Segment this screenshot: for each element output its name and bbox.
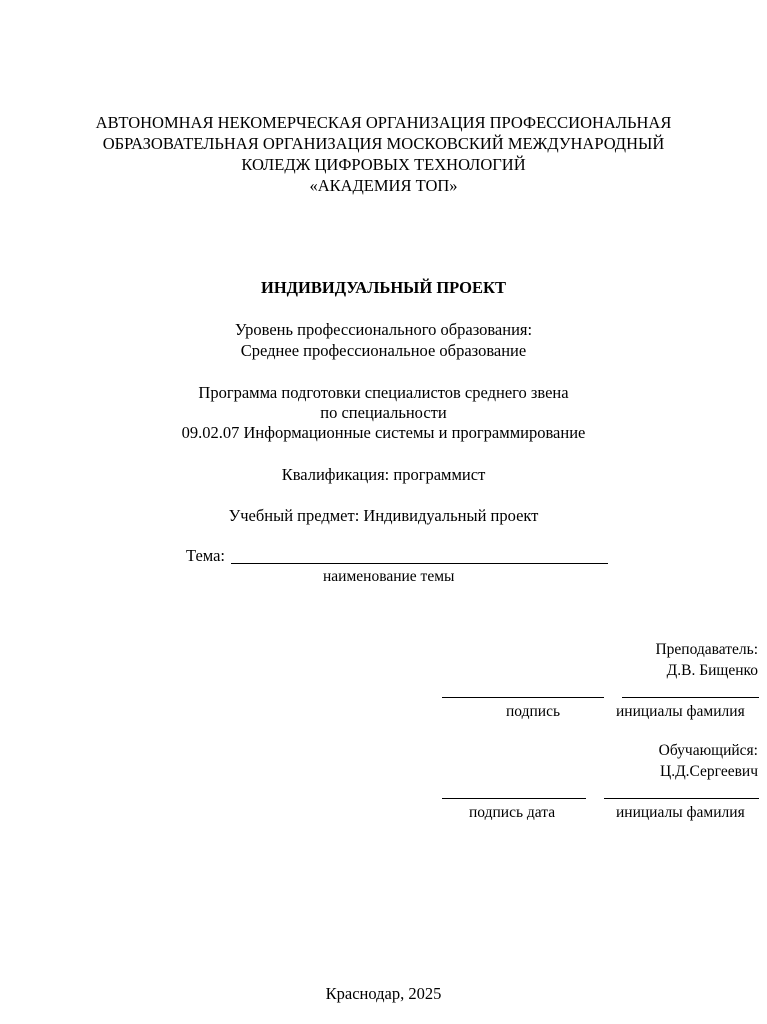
student-signature-line xyxy=(442,798,586,799)
level-label: Уровень профессионального образования: xyxy=(234,320,533,339)
teacher-signature-caption: подпись xyxy=(506,703,561,720)
subject: Учебный предмет: Индивидуальный проект xyxy=(228,506,539,525)
teacher-signature-line xyxy=(442,697,604,698)
org-line-3: КОЛЕДЖ ЦИФРОВЫХ ТЕХНОЛОГИЙ xyxy=(241,155,526,174)
topic-caption: наименование темы xyxy=(323,568,455,585)
student-name-line xyxy=(604,798,759,799)
topic-underline xyxy=(231,563,608,564)
program-line-2: по специальности xyxy=(320,403,447,422)
teacher-name: Д.В. Бищенко xyxy=(666,662,758,679)
student-signature-caption: подпись дата xyxy=(469,804,556,821)
teacher-role: Преподаватель: xyxy=(655,641,758,658)
level-value: Среднее профессиональное образование xyxy=(240,341,527,360)
student-name-caption: инициалы фамилия xyxy=(616,804,745,821)
org-line-4: «АКАДЕМИЯ ТОП» xyxy=(309,176,458,195)
document-title: ИНДИВИДУАЛЬНЫЙ ПРОЕКТ xyxy=(261,278,506,297)
topic-label: Тема: xyxy=(186,546,226,565)
program-line-1: Программа подготовки специалистов среднего звена xyxy=(198,383,569,402)
qualification: Квалификация: программист xyxy=(281,465,486,484)
student-role: Обучающийся: xyxy=(658,742,758,759)
city-year: Краснодар, 2025 xyxy=(325,984,442,1003)
program-line-3: 09.02.07 Информационные системы и программирование xyxy=(181,423,586,442)
student-name: Ц.Д.Сергеевич xyxy=(660,763,758,780)
org-line-1: АВТОНОМНАЯ НЕКОМЕРЧЕСКАЯ ОРГАНИЗАЦИЯ ПРОФЕССИОНАЛЬНАЯ xyxy=(95,113,672,132)
teacher-name-line xyxy=(622,697,759,698)
teacher-name-caption: инициалы фамилия xyxy=(616,703,745,720)
org-line-2: ОБРАЗОВАТЕЛЬНАЯ ОРГАНИЗАЦИЯ МОСКОВСКИЙ МЕЖДУНАРОДНЫЙ xyxy=(102,134,665,153)
